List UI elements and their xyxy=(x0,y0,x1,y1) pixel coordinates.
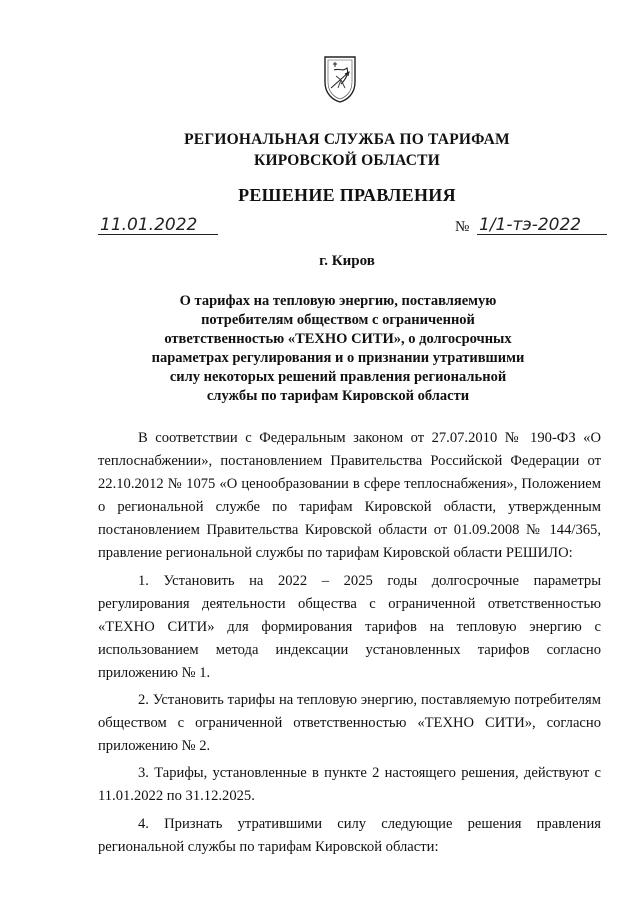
document-date: 11.01.2022 xyxy=(98,216,218,235)
subject-line: О тарифах на тепловую энергию, поставляемую xyxy=(179,293,497,309)
clause-2: 2. Установить тарифы на тепловую энергию, поставляемую потребителям обществом с ограниченной ответственностью «ТЕХНО СИТИ», согласно приложению № 2. xyxy=(98,692,601,755)
subject-line: параметрах регулирования и о признании утратившими xyxy=(151,350,525,366)
city-name: г. Киров xyxy=(319,253,375,269)
subject-line: потребителям обществом с ограниченной xyxy=(201,312,475,328)
preamble-paragraph: В соответствии с Федеральным законом от 27.07.2010 № 190-ФЗ «О теплоснабжении», постановлением Правительства Российской Федерации от 22.10.2012 № 1075 «О ценообразовании в сфере теплоснабжения», Положением о региональной службе по тарифам Кировской области, утвержденным постановлением Правительства Кировской области от 01.09.2008 № 144/365, правление региональной службы по тарифам Кировской области РЕШИЛО: xyxy=(98,430,601,562)
document-number: 1/1-тэ-2022 xyxy=(477,216,607,235)
org-name-line2: КИРОВСКОЙ ОБЛАСТИ xyxy=(254,152,440,169)
document-title: РЕШЕНИЕ ПРАВЛЕНИЯ xyxy=(238,185,456,205)
subject-line: силу некоторых решений правления региональной xyxy=(169,369,507,385)
kirov-coat-of-arms-icon xyxy=(321,54,359,104)
clause-1: 1. Установить на 2022 – 2025 годы долгосрочные параметры регулирования деятельности общества с ограниченной ответственностью «ТЕХНО СИТИ» для формирования тарифов на тепловую энергию с использованием метода индексации установленных тарифов согласно приложению № 1. xyxy=(98,572,601,681)
document-body xyxy=(98,427,601,859)
subject-line: ответственностью «ТЕХНО СИТИ», о долгосрочных xyxy=(164,331,512,347)
number-sign: № xyxy=(455,219,470,235)
org-name-line1: РЕГИОНАЛЬНАЯ СЛУЖБА ПО ТАРИФАМ xyxy=(184,131,510,148)
document-subject xyxy=(140,292,536,406)
subject-line: службы по тарифам Кировской области xyxy=(206,388,470,404)
clause-4: 4. Признать утратившими силу следующие решения правления региональной службы по тарифам Кировской области: xyxy=(98,815,601,855)
clause-3: 3. Тарифы, установленные в пункте 2 настоящего решения, действуют с 11.01.2022 по 31.12.2025. xyxy=(98,765,601,805)
